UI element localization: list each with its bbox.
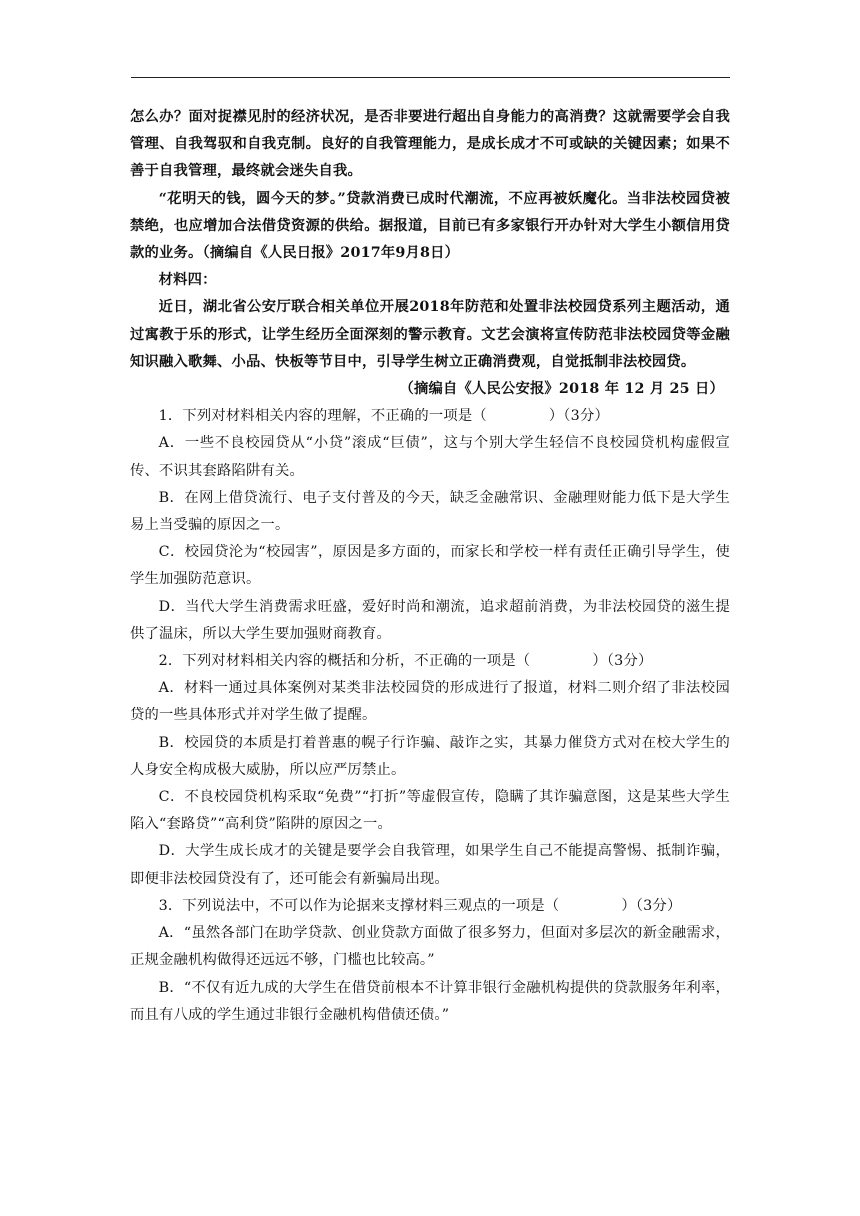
question-1-option-d: D．当代大学生消费需求旺盛，爱好时尚和潮流，追求超前消费，为非法校园贷的滋生提供了温床，所以大学生要加强财商教育。 — [130, 598, 730, 642]
question-3-option-a: A．“虽然各部门在助学贷款、创业贷款方面做了很多努力，但面对多层次的新金融需求，正规金融机构做得还远远不够，门槛也比较高。” — [130, 925, 730, 969]
question-3-option-b: B．“不仅有近九成的大学生在借贷前根本不计算非银行金融机构提供的贷款服务年利率，而且有八成的学生通过非银行金融机构借债还债。” — [130, 979, 730, 1023]
question-3-stem — [130, 893, 730, 920]
question-1-stem-text: 1．下列对材料相关内容的理解，不正确的一项是（ — [158, 408, 487, 425]
document-body — [130, 104, 730, 1029]
question-2-score: ）（3分） — [592, 653, 653, 670]
question-1-stem — [130, 403, 730, 430]
question-2-option-a: A．材料一通过具体案例对某类非法校园贷的形成进行了报道，材料二则介绍了非法校园贷的一些具体形式并对学生做了提醒。 — [130, 680, 730, 724]
material-four-source: （摘编自《人民公安报》2018 年 12 月 25 日） — [399, 381, 724, 398]
material-three-paragraph-2: “花明天的钱，圆今天的梦。”贷款消费已成时代潮流，不应再被妖魔化。当非法校园贷被禁绝，也应增加合法借贷资源的供给。据报道，目前已有多家银行开办针对大学生小额信用贷款的业务。（摘编自《人民日报》2017年9月8日） — [130, 190, 730, 262]
question-2-option-c: C．不良校园贷机构采取“免费”“打折”等虚假宣传，隐瞒了其诈骗意图，这是某些大学生陷入“套路贷”“高利贷”陷阱的原因之一。 — [130, 789, 730, 833]
question-3-score: ）（3分） — [621, 897, 682, 914]
question-2-option-b: B．校园贷的本质是打着普惠的幌子行诈骗、敲诈之实，其暴力催贷方式对在校大学生的人身安全构成极大威胁，所以应严厉禁止。 — [130, 734, 730, 778]
header-rule — [131, 77, 730, 78]
question-2-stem-text: 2．下列对材料相关内容的概括和分析，不正确的一项是（ — [158, 653, 531, 670]
question-1-option-c: C．校园贷沦为“校园害”，原因是多方面的，而家长和学校一样有责任正确引导学生，使学生加强防范意识。 — [130, 544, 730, 588]
material-four-heading: 材料四： — [158, 272, 217, 289]
question-2-option-d: D．大学生成长成才的关键是要学会自我管理，如果学生自己不能提高警惕、抵制诈骗，即便非法校园贷没有了，还可能会有新骗局出现。 — [130, 843, 730, 887]
material-four-paragraph: 近日，湖北省公安厅联合相关单位开展2018年防范和处置非法校园贷系列主题活动，通过寓教于乐的形式，让学生经历全面深刻的警示教育。文艺会演将宣传防范非法校园贷等金融知识融入歌舞、小品、快板等节目中，引导学生树立正确消费观，自觉抵制非法校园贷。 — [130, 299, 730, 370]
material-three-paragraph-1: 怎么办？面对捉襟见肘的经济状况，是否非要进行超出自身能力的高消费？这就需要学会自我管理、自我驾驭和自我克制。良好的自我管理能力，是成长成才不可或缺的关键因素；如果不善于自我管理，最终就会迷失自我。 — [130, 109, 730, 180]
question-2-stem — [130, 648, 730, 675]
question-1-option-a: A．一些不良校园贷从“小贷”滚成“巨债”，这与个别大学生轻信不良校园贷机构虚假宣传、不识其套路陷阱有关。 — [130, 435, 730, 479]
question-3-stem-text: 3．下列说法中，不可以作为论据来支撑材料三观点的一项是（ — [158, 897, 560, 914]
question-1-option-b: B．在网上借贷流行、电子支付普及的今天，缺乏金融常识、金融理财能力低下是大学生易上当受骗的原因之一。 — [130, 489, 730, 534]
question-1-score: ）（3分） — [548, 408, 609, 425]
